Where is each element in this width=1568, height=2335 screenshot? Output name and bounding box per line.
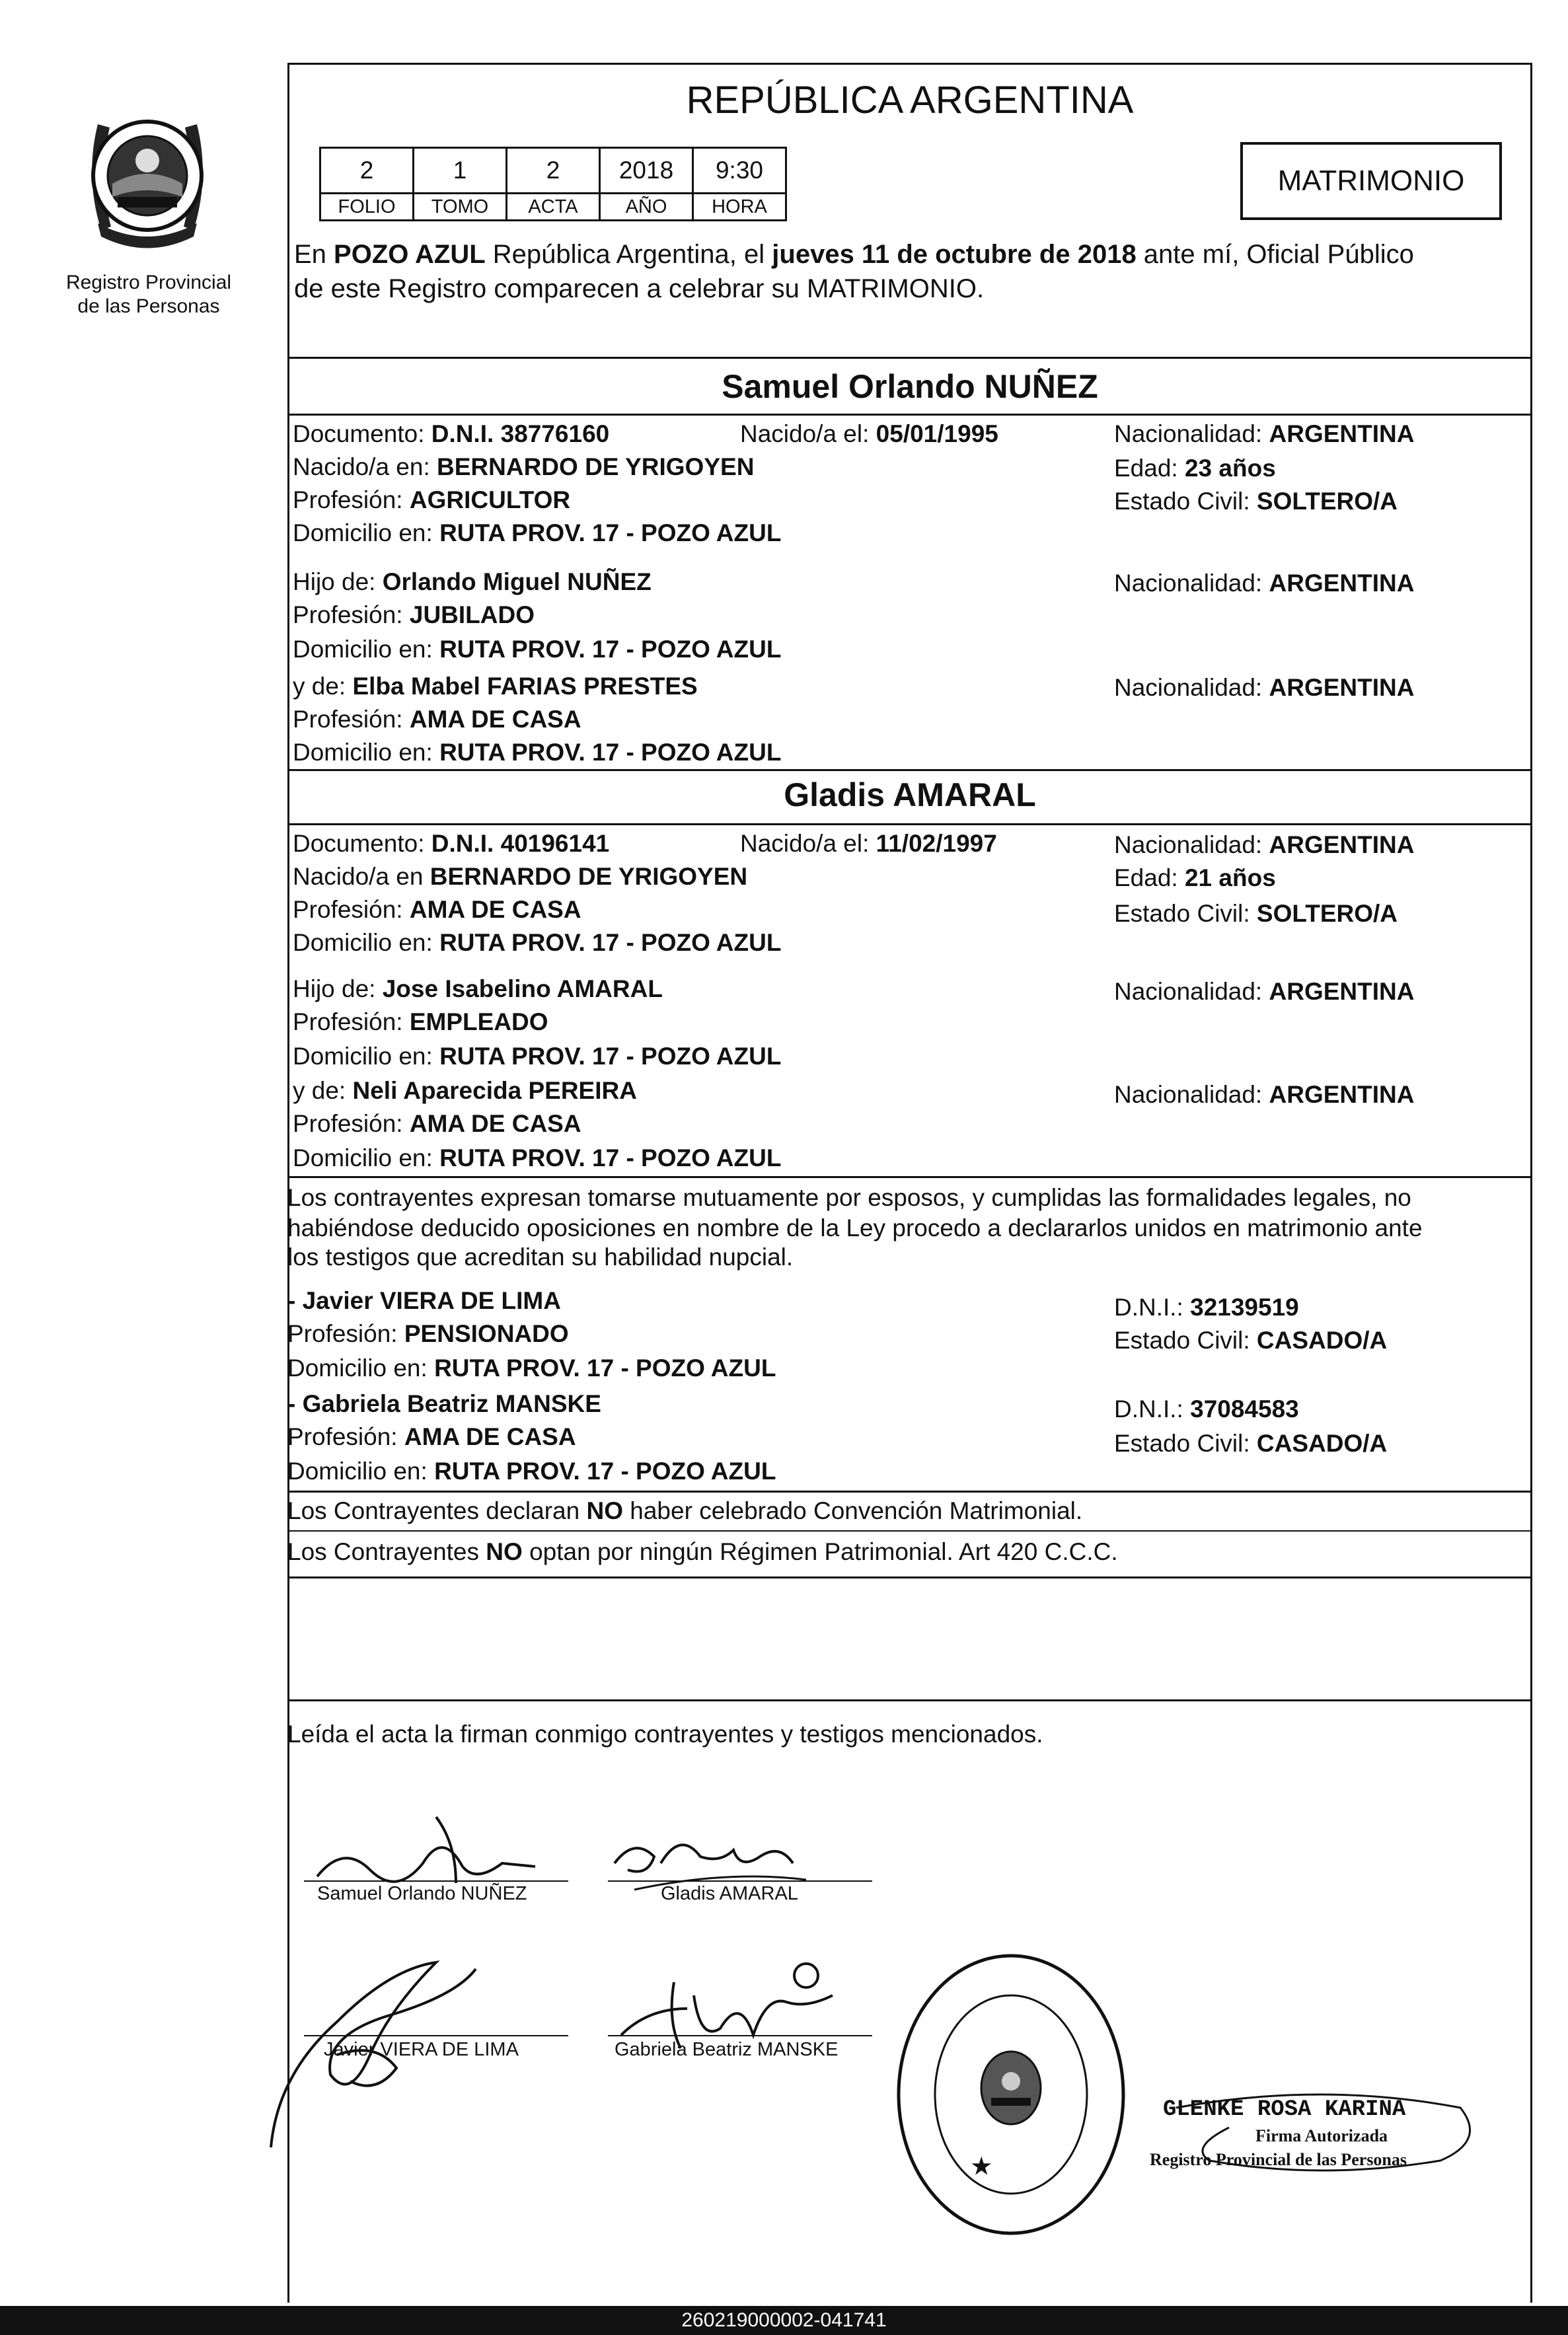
spouse2-father-profession: Profesión: EMPLEADO: [293, 1008, 548, 1035]
witness2-dni: D.N.I.: 37084583: [1114, 1395, 1299, 1423]
hora-value: 9:30: [693, 148, 786, 194]
divider: [287, 823, 1532, 825]
divider: [287, 1699, 1532, 1701]
intro-text-b: República Argentina, el: [485, 240, 772, 269]
intro-place: POZO AZUL: [334, 240, 486, 269]
spouse2-address: Domicilio en: RUTA PROV. 17 - POZO AZUL: [293, 929, 782, 956]
witness1-address: Domicilio en: RUTA PROV. 17 - POZO AZUL: [287, 1354, 776, 1382]
official-office: Registro Provincial de las Personas: [1150, 2150, 1407, 2169]
witness1-civil-status: Estado Civil: CASADO/A: [1114, 1327, 1388, 1354]
footer-code: 260219000002-041741: [681, 2309, 887, 2331]
folio-value: 2: [320, 148, 414, 194]
act-type-box: [1240, 142, 1502, 220]
acta-header: ACTA: [507, 194, 600, 221]
convention-statement: Los Contrayentes declaran NO haber celebrado Convención Matrimonial.: [287, 1497, 1083, 1524]
spouse2-birthplace: Nacido/a en BERNARDO DE YRIGOYEN: [293, 863, 748, 890]
divider: [287, 1491, 1532, 1493]
divider: [287, 1176, 1532, 1178]
registry-name: [40, 271, 258, 318]
spouse1-civil-status: Estado Civil: SOLTERO/A: [1114, 488, 1398, 515]
witness2-profession: Profesión: AMA DE CASA: [287, 1423, 576, 1450]
spouse2-nationality: Nacionalidad: ARGENTINA: [1114, 831, 1415, 858]
acta-value: 2: [507, 148, 600, 194]
closing-statement: Leída el acta la firman conmigo contrayentes y testigos mencionados.: [287, 1721, 1043, 1748]
spouse1-age: Edad: 23 años: [1114, 455, 1276, 482]
spouse1-father: Hijo de: Orlando Miguel NUÑEZ: [293, 568, 652, 595]
intro-text-c: ante mí, Oficial Público: [1136, 240, 1414, 269]
signature-label-samuel: Samuel Orlando NUÑEZ: [317, 1883, 527, 1904]
declaration-line3: los testigos que acreditan su habilidad nupcial.: [287, 1243, 794, 1271]
signature-label-gabriela: Gabriela Beatriz MANSKE: [615, 2039, 839, 2060]
hora-header: HORA: [693, 194, 786, 221]
spouse2-birthdate: Nacido/a el: 11/02/1997: [740, 830, 997, 857]
anio-value: 2018: [600, 148, 693, 194]
tomo-header: TOMO: [414, 194, 507, 221]
spouse1-nationality: Nacionalidad: ARGENTINA: [1114, 420, 1415, 447]
spouse2-father-address: Domicilio en: RUTA PROV. 17 - POZO AZUL: [293, 1043, 782, 1070]
spouse1-mother: y de: Elba Mabel FARIAS PRESTES: [293, 673, 698, 700]
witness1-profession: Profesión: PENSIONADO: [287, 1320, 569, 1347]
spouse1-mother-address: Domicilio en: RUTA PROV. 17 - POZO AZUL: [293, 739, 782, 766]
official-title: Firma Autorizada: [1255, 2126, 1388, 2145]
spouse2-father: Hijo de: Jose Isabelino AMARAL: [293, 975, 663, 1002]
signature-label-gladis: Gladis AMARAL: [661, 1883, 798, 1904]
spouse2-document: Documento: D.N.I. 40196141: [293, 830, 610, 857]
witness1-dni: D.N.I.: 32139519: [1114, 1294, 1299, 1321]
anio-header: AÑO: [600, 194, 693, 221]
spouse2-mother-profession: Profesión: AMA DE CASA: [293, 1110, 581, 1137]
intro-text-a: En: [294, 240, 334, 269]
spouse1-profession: Profesión: AGRICULTOR: [293, 486, 571, 513]
signature-label-javier: Javier VIERA DE LIMA: [324, 2039, 519, 2060]
spouse1-father-nationality: Nacionalidad: ARGENTINA: [1114, 570, 1415, 597]
divider: [287, 1530, 1532, 1532]
spouse2-civil-status: Estado Civil: SOLTERO/A: [1114, 900, 1398, 927]
witness2-civil-status: Estado Civil: CASADO/A: [1114, 1430, 1388, 1457]
act-type-label: MATRIMONIO: [1277, 165, 1465, 197]
divider: [287, 1576, 1532, 1578]
folio-table: [319, 147, 787, 221]
divider: [287, 357, 1532, 359]
tomo-value: 1: [414, 148, 507, 194]
spouse1-mother-profession: Profesión: AMA DE CASA: [293, 706, 581, 733]
frame-top-border: [287, 63, 1532, 65]
spouse1-name: Samuel Orlando NUÑEZ: [722, 368, 1098, 405]
signature-line: [608, 1880, 872, 1882]
footer-bar: [0, 2306, 1568, 2335]
divider: [287, 414, 1532, 416]
witness1-name: - Javier VIERA DE LIMA: [287, 1287, 561, 1314]
witness2-name: - Gabriela Beatriz MANSKE: [287, 1390, 601, 1417]
declaration-line2: habiéndose deducido oposiciones en nombre de la Ley procedo a declararlos unidos en matrimonio ante: [287, 1214, 1423, 1242]
signature-line: [608, 2035, 872, 2036]
official-signature-block: [1150, 2081, 1493, 2187]
regime-statement: Los Contrayentes NO optan por ningún Régimen Patrimonial. Art 420 C.C.C.: [287, 1538, 1118, 1565]
spouse1-father-profession: Profesión: JUBILADO: [293, 601, 535, 628]
delegation-stamp: [892, 1949, 1130, 2240]
divider: [287, 769, 1532, 771]
intro-line2: de este Registro comparecen a celebrar su MATRIMONIO.: [294, 274, 985, 303]
spouse2-mother-nationality: Nacionalidad: ARGENTINA: [1114, 1081, 1415, 1108]
spouse2-mother-address: Domicilio en: RUTA PROV. 17 - POZO AZUL: [293, 1144, 782, 1171]
spouse1-birthdate: Nacido/a el: 05/01/1995: [740, 420, 998, 447]
registry-name-line1: Registro Provincial: [65, 272, 232, 293]
spouse2-father-nationality: Nacionalidad: ARGENTINA: [1114, 978, 1415, 1005]
registry-name-line2: de las Personas: [77, 295, 220, 317]
spouse2-name: Gladis AMARAL: [784, 776, 1036, 813]
spouse1-address: Domicilio en: RUTA PROV. 17 - POZO AZUL: [293, 519, 782, 546]
witness2-address: Domicilio en: RUTA PROV. 17 - POZO AZUL: [287, 1458, 776, 1485]
signature-line: [304, 1880, 568, 1882]
spouse1-birthplace: Nacido/a en: BERNARDO DE YRIGOYEN: [293, 453, 755, 480]
spouse1-document: Documento: D.N.I. 38776160: [293, 420, 610, 447]
spouse2-profession: Profesión: AMA DE CASA: [293, 896, 581, 923]
intro-line1: [294, 239, 1414, 270]
spouse1-father-address: Domicilio en: RUTA PROV. 17 - POZO AZUL: [293, 636, 782, 663]
country-title: REPÚBLICA ARGENTINA: [686, 79, 1134, 122]
declaration-line1: Los contrayentes expresan tomarse mutuamente por esposos, y cumplidas las formalidades legales, no: [287, 1184, 1411, 1211]
folio-header: FOLIO: [320, 194, 414, 221]
registry-seal: [71, 98, 223, 256]
spouse1-mother-nationality: Nacionalidad: ARGENTINA: [1114, 674, 1415, 701]
intro-date: jueves 11 de octubre de 2018: [772, 240, 1137, 269]
spouse2-mother: y de: Neli Aparecida PEREIRA: [293, 1077, 637, 1104]
svg-text:★: ★: [971, 2154, 992, 2179]
official-name: GLENKE ROSA KARINA: [1163, 2097, 1406, 2122]
signature-line: [304, 2035, 568, 2036]
spouse2-age: Edad: 21 años: [1114, 864, 1276, 891]
